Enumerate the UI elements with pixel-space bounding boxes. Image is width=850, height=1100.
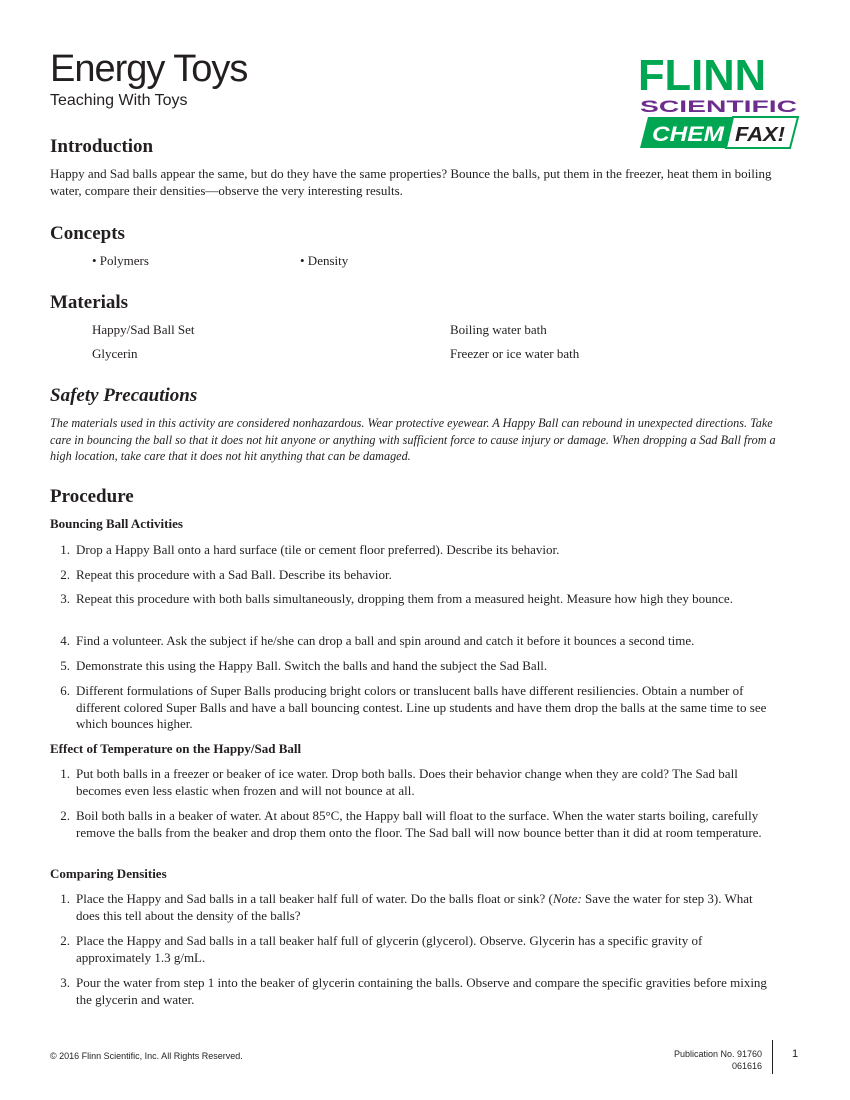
- materials-heading: Materials: [50, 292, 129, 313]
- introduction-text: Happy and Sad balls appear the same, but do they have the same properties? Bounce the balls, put them in the freezer, heat them in boiling water, compare their densities—observe the very interesting results.: [50, 166, 772, 198]
- step-number: 1.: [60, 542, 70, 557]
- step-number: 6.: [60, 683, 70, 698]
- introduction-heading: Introduction: [50, 136, 154, 157]
- procedure-step: [52, 567, 774, 584]
- copyright-notice: © 2016 Flinn Scientific, Inc. All Rights Reserved.: [50, 1051, 243, 1061]
- logo-chem-text: CHEM: [652, 123, 725, 146]
- flinn-chemfax-logo: [638, 50, 800, 150]
- page-title: Energy Toys: [50, 48, 248, 90]
- step-text: Put both balls in a freezer or beaker of ice water. Drop both balls. Does their behavior change when they are cold? The Sad ball becomes even less elastic when frozen and will not bounce at all.: [76, 766, 738, 798]
- footer-divider: [772, 1040, 773, 1074]
- material-item: Glycerin: [92, 346, 138, 361]
- step-number: 3.: [60, 975, 70, 990]
- safety-text: The materials used in this activity are considered nonhazardous. Wear protective eyewear. A Happy Ball can rebound in unexpected directions. Take care in bouncing the ball so that it does not hit anyone or anything with sufficient force to cause injury or damage. When dropping a Sad Ball from a high location, take care that it does not hit anything that can be damaged.: [50, 416, 776, 463]
- step-number: 2.: [60, 567, 70, 582]
- step-number: 4.: [60, 633, 70, 648]
- procedure-step: [52, 975, 774, 1008]
- procedure-step: [52, 766, 774, 799]
- procedure-step: [52, 591, 774, 608]
- step-text-part: Place the Happy and Sad balls in a tall beaker half full of water. Do the balls float or sink? (: [76, 891, 553, 906]
- procedure-step: [52, 808, 774, 841]
- procedure-step: [52, 933, 774, 966]
- step-text: Demonstrate this using the Happy Ball. Switch the balls and hand the subject the Sad Ball.: [76, 658, 548, 673]
- step-text: Drop a Happy Ball onto a hard surface (tile or cement floor preferred). Describe its behavior.: [76, 542, 560, 557]
- step-number: 5.: [60, 658, 70, 673]
- material-item: Boiling water bath: [450, 322, 547, 337]
- safety-heading: Safety Precautions: [50, 385, 198, 406]
- publication-info: [674, 1048, 762, 1072]
- step-text: Find a volunteer. Ask the subject if he/she can drop a ball and spin around and catch it before it bounces a second time.: [76, 633, 695, 648]
- step-text: Different formulations of Super Balls producing bright colors or translucent balls have different resiliencies. Obtain a number of different colored Super Balls and have a ball bouncing contest. Line up students and have them drop the balls at the same time to see which bounces higher.: [76, 683, 767, 731]
- procedure-step: [52, 683, 774, 733]
- logo-flinn-text: FLINN: [638, 51, 766, 100]
- page-number: 1: [792, 1048, 799, 1060]
- step-number: 1.: [60, 766, 70, 781]
- step-text: [76, 891, 774, 924]
- logo-scientific-text: SCIENTIFIC: [640, 97, 797, 116]
- publication-code: 061616: [731, 1061, 762, 1071]
- step-text: Boil both balls in a beaker of water. At about 85°C, the Happy ball will float to the surface. When the water starts boiling, carefully remove the balls from the beaker and drop them onto the floor. The Sad ball will now bounce better than it did at room temperature.: [76, 808, 762, 840]
- step-number: 3.: [60, 591, 70, 606]
- step-text-part: Save the water for step 3). What does this tell about the density of the balls?: [76, 891, 753, 923]
- procedure-heading: Procedure: [50, 486, 134, 507]
- concepts-heading: Concepts: [50, 223, 125, 244]
- step-text: Pour the water from step 1 into the beaker of glycerin containing the balls. Observe and compare the specific gravities before mixing the glycerin and water.: [76, 975, 767, 1007]
- procedure-section-title: Effect of Temperature on the Happy/Sad Ball: [50, 741, 302, 756]
- step-text: Repeat this procedure with both balls simultaneously, dropping them from a measured height. Measure how high they bounce.: [76, 591, 733, 606]
- publication-number: Publication No. 91760: [673, 1049, 762, 1059]
- procedure-section-title: Bouncing Ball Activities: [50, 516, 183, 531]
- procedure-step: [52, 542, 774, 559]
- procedure-step: [52, 633, 774, 650]
- material-item: Freezer or ice water bath: [450, 346, 580, 361]
- step-text: Repeat this procedure with a Sad Ball. Describe its behavior.: [76, 567, 392, 582]
- step-number: 2.: [60, 808, 70, 823]
- material-item: Happy/Sad Ball Set: [92, 322, 195, 337]
- step-number: 1.: [60, 891, 70, 906]
- step-number: 2.: [60, 933, 70, 948]
- step-note-label: Note:: [552, 891, 582, 906]
- procedure-step: [52, 891, 774, 924]
- procedure-section-title: Comparing Densities: [50, 866, 167, 881]
- concept-item: • Polymers: [92, 253, 149, 268]
- page-subtitle: Teaching With Toys: [50, 92, 188, 109]
- concept-item: • Density: [300, 253, 349, 268]
- logo-fax-text: FAX!: [735, 124, 786, 146]
- procedure-step: [52, 658, 774, 675]
- step-text: Place the Happy and Sad balls in a tall beaker half full of glycerin (glycerol). Observe. Glycerin has a specific gravity of approximately 1.3 g/mL.: [76, 933, 703, 965]
